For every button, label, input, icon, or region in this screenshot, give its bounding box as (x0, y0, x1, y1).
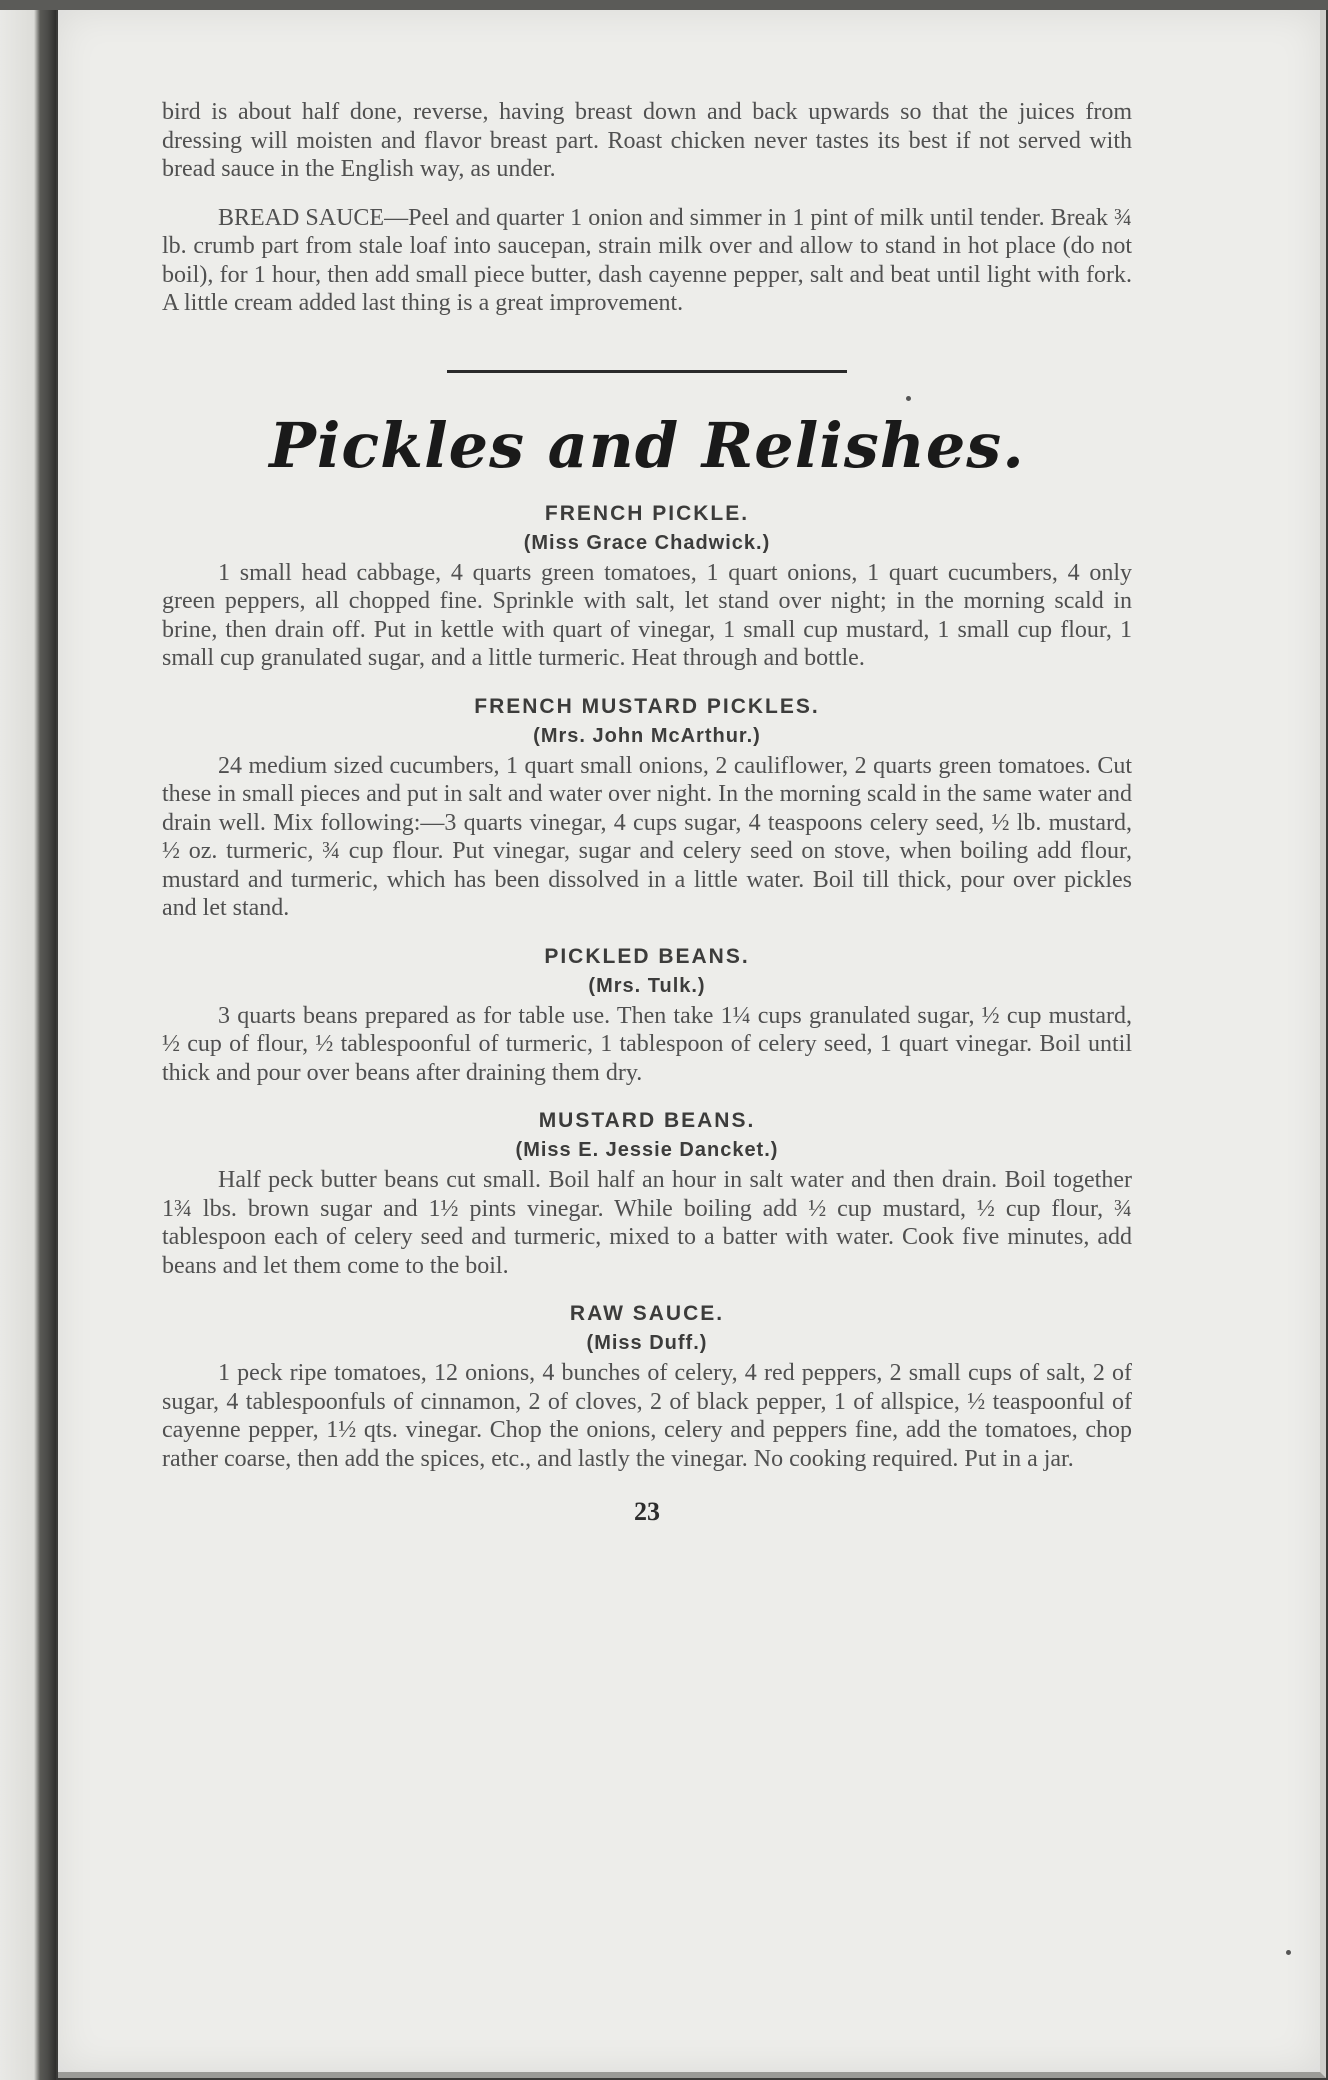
recipe-text: 1 small head cabbage, 4 quarts green tomatoes, 1 quart onions, 1 quart cucumbers, 4 only green peppers, all chopped fine. Sprinkle with salt, let stand over night; in the morning scald in brine, then drain off. Put in kettle with quart of vinegar, 1 small cup mustard, 1 small cup flour, 1 small cup granulated sugar, and a little turmeric. Heat through and bottle. (162, 559, 1132, 671)
scanner-edge-top (0, 0, 1328, 10)
recipe-text: 1 peck ripe tomatoes, 12 onions, 4 bunches of celery, 4 red peppers, 2 small cups of salt, 2 of sugar, 4 tablespoonfuls of cinnamon, 2 of cloves, 2 of black pepper, 1 of allspice, ½ teaspoonful of cayenne pepper, 1½ qts. vinegar. Chop the onions, celery and peppers fine, add the tomatoes, chop rather coarse, then add the spices, etc., and lastly the vinegar. No cooking required. Put in a jar. (162, 1360, 1132, 1472)
recipe-text: 3 quarts beans prepared as for table use. Then take 1¼ cups granulated sugar, ½ cup mustard, ½ cup of flour, ½ tablespoonful of turmeric, 1 tablespoon of celery seed, 1 quart vinegar. Boil until thick and pour over beans after draining them dry. (162, 1002, 1132, 1086)
page-number: 23 (634, 1497, 660, 1526)
recipe-title: FRENCH MUSTARD PICKLES. (474, 694, 820, 718)
recipe-title: PICKLED BEANS. (544, 944, 750, 968)
recipe-author: (Mrs. John McArthur.) (533, 724, 761, 747)
facing-page-edge (0, 10, 56, 2080)
bread-sauce-paragraph: BREAD SAUCE—Peel and quarter 1 onion and simmer in 1 pint of milk until tender. Break ¾ lb. crumb part from stale loaf into saucepan, strain milk over and allow to stand in hot place (do not boil), for 1 hour, then add small piece butter, dash cayenne pepper, salt and beat until light with fork. A little cream added last thing is a great improvement. (162, 204, 1132, 316)
recipe-title: MUSTARD BEANS. (538, 1109, 756, 1132)
section-title: Pickles and Relishes. (269, 408, 1025, 482)
recipe-title: FRENCH PICKLE. (544, 501, 750, 525)
scan-speck (906, 396, 911, 401)
recipe-text: Half peck butter beans cut small. Boil half an hour in salt water and then drain. Boil together 1¾ lbs. brown sugar and 1½ pints vinegar. While boiling add ½ cup mustard, ½ cup flour, ¾ tablespoon each of celery seed and turmeric, mixed to a batter with water. Cook five minutes, add beans and let them come to the boil. (162, 1167, 1132, 1279)
page-content (162, 98, 1132, 1527)
section-divider (447, 370, 847, 373)
intro-continuation: bird is about half done, reverse, having breast down and back upwards so that the juices from dressing will moisten and flavor breast part. Roast chicken never tastes its best if not served with bread sauce in the English way, as under. (162, 99, 1132, 182)
recipe-text: 24 medium sized cucumbers, 1 quart small onions, 2 cauliflower, 2 quarts green tomatoes. Cut these in small pieces and put in salt and water over night. In the morning scald in the same water and drain well. Mix following:—3 quarts vinegar, 4 cups sugar, 4 teaspoons celery seed, ½ lb. mustard, ½ oz. turmeric, ¾ cup flour. Put vinegar, sugar and celery seed on stove, when boiling add flour, mustard and turmeric, which has been dissolved in a little water. Boil till thick, pour over pickles and let stand. (162, 752, 1132, 921)
scan-speck (1286, 1950, 1291, 1955)
recipe-title: RAW SAUCE. (569, 1302, 725, 1325)
recipe-author: (Miss Duff.) (586, 1332, 708, 1354)
book-page (58, 10, 1326, 2078)
recipe-author: (Mrs. Tulk.) (588, 974, 706, 997)
recipe-author: (Miss Grace Chadwick.) (523, 531, 771, 554)
recipe-author: (Miss E. Jessie Dancket.) (515, 1139, 779, 1161)
